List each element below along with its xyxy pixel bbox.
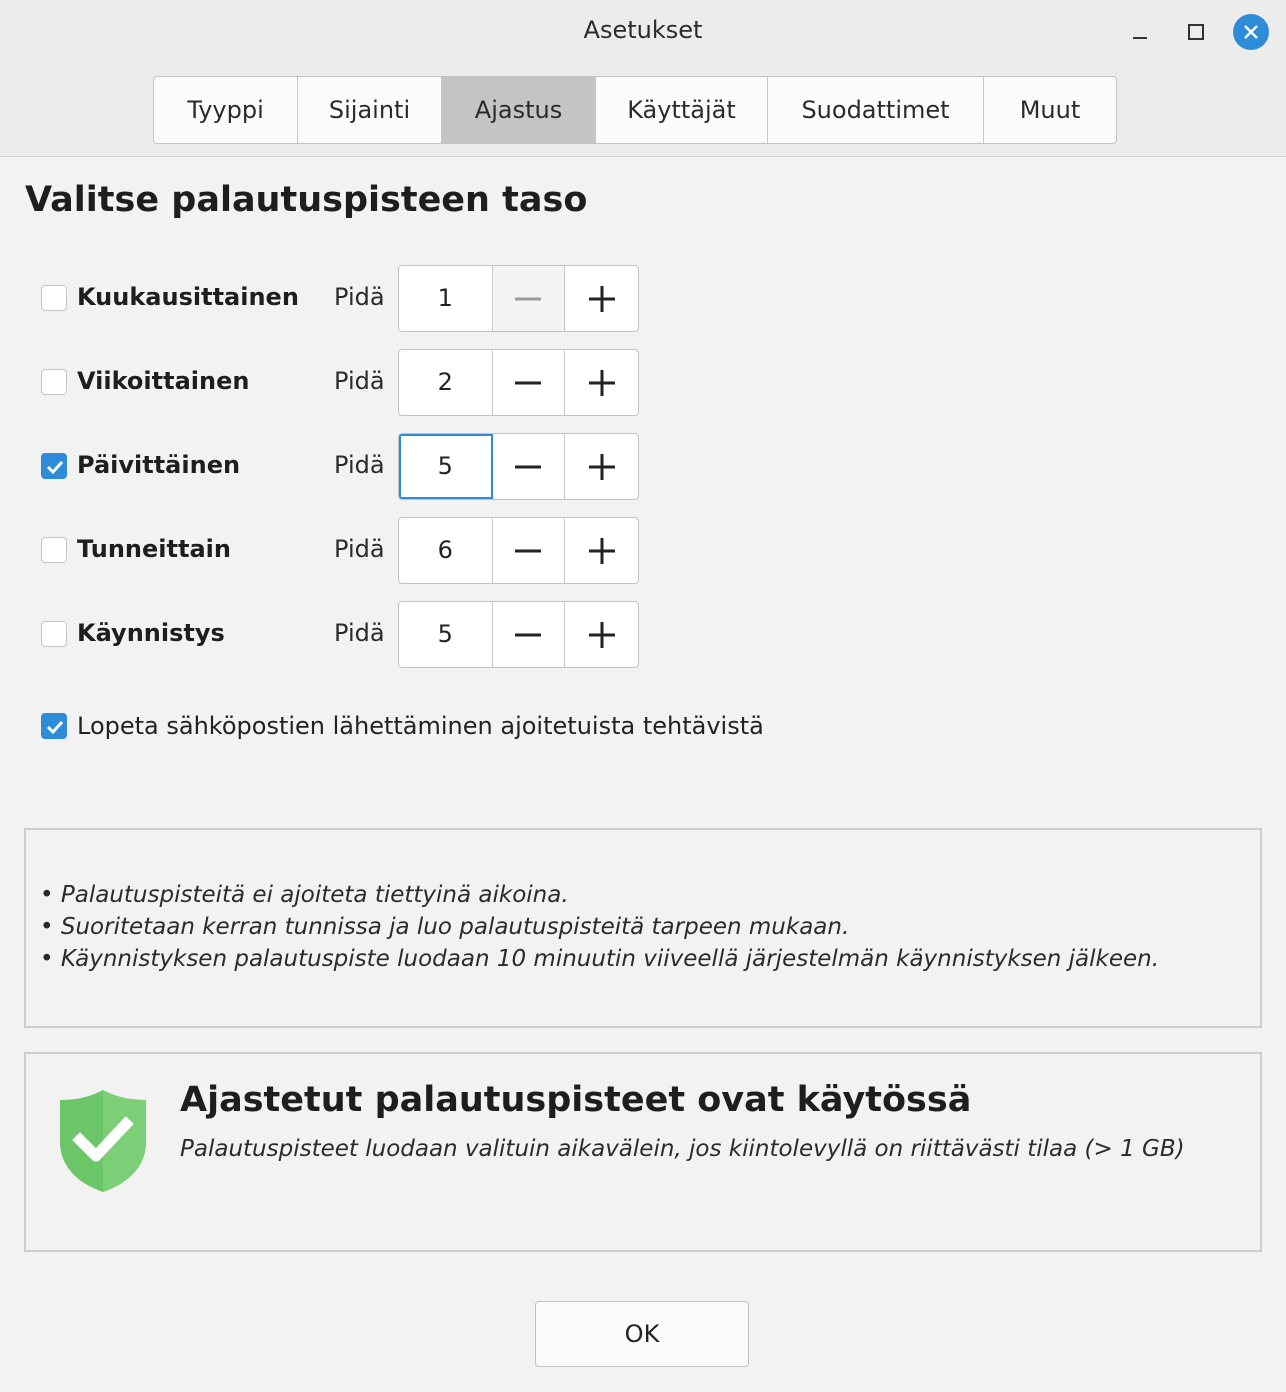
weekly-decrement-button[interactable] — [493, 350, 566, 415]
monthly-keep-spinner — [398, 265, 639, 332]
checkmark-icon — [45, 718, 65, 736]
ok-button[interactable]: OK — [535, 1301, 749, 1367]
hourly-keep-spinner — [398, 517, 639, 584]
boot-keep-value[interactable]: 5 — [399, 602, 493, 667]
info-line: • Suoritetaan kerran tunnissa ja luo palautuspisteitä tarpeen mukaan. — [40, 914, 850, 940]
plus-icon — [587, 368, 617, 398]
daily-keep-value[interactable]: 5 — [399, 434, 493, 499]
daily-increment-button[interactable] — [565, 434, 638, 499]
status-title: Ajastetut palautuspisteet ovat käytössä — [180, 1080, 972, 1120]
minus-icon — [513, 368, 543, 398]
monthly-checkbox[interactable] — [41, 285, 67, 311]
weekly-keep-value[interactable]: 2 — [399, 350, 493, 415]
level-row-boot — [0, 601, 700, 669]
plus-icon — [587, 620, 617, 650]
monthly-increment-button[interactable] — [565, 266, 638, 331]
boot-keep-label: Pidä — [334, 619, 385, 647]
maximize-icon — [1178, 14, 1214, 50]
tab-other[interactable]: Muut — [1019, 96, 1081, 124]
plus-icon — [587, 284, 617, 314]
level-row-weekly — [0, 349, 700, 417]
plus-icon — [587, 452, 617, 482]
boot-checkbox[interactable] — [41, 621, 67, 647]
minus-icon — [513, 536, 543, 566]
window-title: Asetukset — [583, 16, 703, 44]
tab-schedule[interactable]: Ajastus — [442, 77, 596, 143]
monthly-keep-value[interactable]: 1 — [399, 266, 493, 331]
daily-keep-label: Pidä — [334, 451, 385, 479]
minimize-button[interactable] — [1122, 14, 1158, 50]
info-line: • Palautuspisteitä ei ajoiteta tiettyinä aikoina. — [40, 882, 569, 908]
settings-tabs — [153, 76, 1117, 144]
hourly-increment-button[interactable] — [565, 518, 638, 583]
stop-emails-checkbox[interactable] — [41, 713, 67, 739]
stop-emails-row — [0, 710, 900, 744]
daily-label: Päivittäinen — [77, 451, 241, 479]
level-row-daily — [0, 433, 700, 501]
hourly-decrement-button[interactable] — [493, 518, 566, 583]
close-icon — [1233, 14, 1269, 50]
daily-decrement-button[interactable] — [493, 434, 566, 499]
minimize-icon — [1122, 14, 1158, 50]
checkmark-icon — [45, 458, 65, 476]
minus-icon — [513, 284, 543, 314]
info-line: • Käynnistyksen palautuspiste luodaan 10 minuutin viiveellä järjestelmän käynnistyksen jälkeen. — [40, 946, 1160, 972]
hourly-keep-label: Pidä — [334, 535, 385, 563]
schedule-status-box — [24, 1052, 1262, 1252]
monthly-decrement-button[interactable] — [493, 266, 566, 331]
status-subtitle: Palautuspisteet luodaan valituin aikavälein, jos kiintolevyllä on riittävästi tilaa (> 1 GB) — [180, 1136, 1185, 1162]
shield-check-icon — [58, 1088, 148, 1194]
weekly-checkbox[interactable] — [41, 369, 67, 395]
weekly-keep-spinner — [398, 349, 639, 416]
minus-icon — [513, 452, 543, 482]
boot-decrement-button[interactable] — [493, 602, 566, 667]
section-heading: Valitse palautuspisteen taso — [25, 180, 588, 220]
monthly-keep-label: Pidä — [334, 283, 385, 311]
weekly-label: Viikoittainen — [77, 367, 250, 395]
tab-users[interactable]: Käyttäjät — [596, 77, 768, 143]
boot-increment-button[interactable] — [565, 602, 638, 667]
level-row-hourly — [0, 517, 700, 585]
maximize-button[interactable] — [1178, 14, 1214, 50]
tab-filters[interactable]: Suodattimet — [768, 77, 984, 143]
weekly-increment-button[interactable] — [565, 350, 638, 415]
daily-keep-spinner — [398, 433, 639, 500]
hourly-checkbox[interactable] — [41, 537, 67, 563]
hourly-label: Tunneittain — [77, 535, 231, 563]
stop-emails-label: Lopeta sähköpostien lähettäminen ajoitetuista tehtävistä — [77, 712, 764, 740]
level-row-monthly — [0, 265, 700, 333]
hourly-keep-value[interactable]: 6 — [399, 518, 493, 583]
plus-icon — [587, 536, 617, 566]
boot-label: Käynnistys — [77, 619, 225, 647]
boot-keep-spinner — [398, 601, 639, 668]
title-bar — [0, 0, 1286, 157]
monthly-label: Kuukausittainen — [77, 283, 299, 311]
minus-icon — [513, 620, 543, 650]
weekly-keep-label: Pidä — [334, 367, 385, 395]
close-button[interactable] — [1233, 14, 1269, 50]
tab-location[interactable]: Sijainti — [298, 77, 442, 143]
tab-type[interactable]: Tyyppi — [154, 77, 298, 143]
schedule-info-box — [24, 828, 1262, 1028]
daily-checkbox[interactable] — [41, 453, 67, 479]
